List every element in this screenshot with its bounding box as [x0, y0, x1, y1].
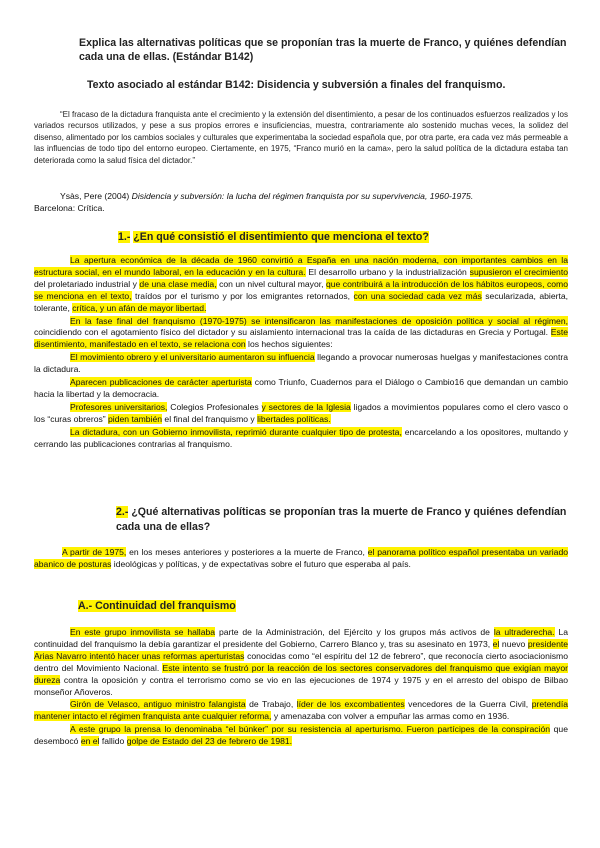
highlight: En la fase final del franquismo (1970-1975) se intensificaron las manifestaciones de oposición política y social al régimen,	[70, 315, 568, 326]
highlight: El movimiento obrero y el universitario aumentaron su influencia	[70, 352, 315, 363]
highlight: el panorama político español presentaba un variado abanico de posturas	[34, 547, 569, 569]
question-1-text: ¿En qué consistió el disentimiento que menciona el texto?	[133, 231, 429, 243]
highlight: Profesores universitarios,	[70, 401, 168, 412]
answer-2	[34, 547, 568, 571]
text-run: llegando a provocar numerosas huelgas y manifestaciones contra la dictadura.	[34, 352, 568, 375]
answer-1-paragraph	[34, 402, 568, 426]
highlight: crítica, y un afán de mayor libertad.	[72, 302, 207, 313]
quote-text: “El fracaso de la dictadura franquista ante el crecimiento y la extensión del disentimiento, a pesar de los continuados esfuerzos realizados y los variados recursos utilizados, y pese a sus propios errores e insuficiencias, muestra, contrariamente alo sostenido muchas veces, la solidez del disenso, alimentado por los cambios sociales y culturales que experimentaba la sociedad española que, por otra parte, era cada vez más permeable a las influencias de todo tipo del entorno europeo. Ciertamente, en 1975, “Franco murió en la cama», pero la salud política de la dictadura estaba tan deteriorada como la salud física del dictador.”	[34, 110, 568, 165]
highlight: Aparecen publicaciones de carácter aperturista	[70, 377, 252, 388]
highlight: que contribuirá a la introducción de los hábitos europeos, como se menciona en el texto,	[34, 278, 568, 301]
text-run: nuevo	[501, 638, 526, 649]
text-run: secularizada, abierta, tolerante,	[34, 290, 569, 313]
answer-1-paragraph	[34, 377, 568, 401]
highlight: supusieron el crecimiento	[469, 266, 569, 277]
answer-1	[34, 255, 568, 452]
highlight: presidente Arias Navarro intentó hacer unas reformas aperturistas	[34, 638, 569, 661]
text-run: traídos por el turismo y por los emigrantes retornados,	[135, 290, 351, 301]
question-2-number: 2.-	[116, 506, 129, 518]
text-run: en los meses anteriores y posteriores a la muerte de Franco,	[129, 547, 365, 557]
answer-1-paragraph	[34, 352, 568, 376]
answer-1-paragraph	[34, 427, 568, 451]
text-run: del proletariado industrial y	[34, 278, 137, 289]
highlight: piden también	[108, 413, 163, 424]
text-run: los hechos siguientes:	[248, 339, 333, 350]
text-run: como Triunfo, Cuadernos para el Diálogo o Cambio16 que demandan un cambio hacia la libertad y la democracia.	[34, 377, 568, 399]
text-run: vencedores de la Guerra Civil,	[408, 699, 529, 710]
section-a-body	[34, 627, 568, 749]
question-2-text: ¿Qué alternativas políticas se proponían tras la muerte de Franco y quiénes defendían cada una de ellas?	[116, 506, 567, 533]
section-a-title: A.- Continuidad del franquismo	[78, 600, 236, 612]
section-a-paragraph	[34, 699, 568, 723]
citation-author: Ysàs, Pere (2004)	[60, 191, 130, 201]
highlight: y sectores de la Iglesia	[261, 401, 351, 412]
text-run: La continuidad del franquismo la debía garantizar el presidente del Gobierno, Carrero Blanco y, tras su asesinato en 1973,	[34, 627, 569, 649]
highlight: en el	[80, 736, 100, 747]
highlight: Girón de Velasco, antiguo ministro falangista	[70, 699, 246, 710]
highlight: La dictadura, con un Gobierno inmovilista, reprimió durante cualquier tipo de protesta,	[70, 426, 402, 437]
highlight: el	[492, 638, 500, 649]
exercise-title: Explica las alternativas políticas que se proponían tras la muerte de Franco, y quiénes defendían cada una de ellas. (Estándar B142)	[79, 37, 567, 63]
highlight: A partir de 1975,	[62, 547, 127, 557]
text-run: ligados a movimientos populares como el clero vasco o los “curas obreros”	[34, 401, 569, 424]
question-1-number: 1.-	[118, 231, 131, 243]
highlight: líder de los excombatientes	[296, 699, 405, 710]
text-run: Colegios Profesionales	[170, 401, 259, 412]
answer-2-paragraph	[34, 547, 568, 571]
highlight: A este grupo la prensa lo denominaba “el búnker” por su resistencia al aperturismo. Fueron partícipes de la conspiración	[70, 724, 551, 735]
text-run: ideológicas y políticas, y de expectativas sobre el futuro que esperaba al país.	[113, 558, 411, 569]
highlight: Este disentimiento, manifestado en el texto, se relaciona con	[34, 327, 568, 350]
highlight: pretendía mantener intacto el régimen franquista ante cualquier reforma,	[34, 699, 569, 722]
text-run: fallido	[101, 736, 125, 747]
highlight: de una clase media,	[139, 278, 217, 289]
text-run: y amenazaba con volver a empuñar las armas como en 1936.	[273, 711, 510, 722]
answer-1-paragraph	[34, 316, 568, 352]
text-run: parte de la Administración, del Ejército y los grupos más activos de	[218, 627, 490, 637]
text-run: con un nivel cultural mayor,	[219, 278, 324, 289]
question-1-heading	[118, 231, 429, 243]
highlight: con una sociedad cada vez más	[353, 290, 482, 301]
citation	[34, 191, 568, 214]
section-a-heading	[78, 600, 236, 612]
quote-block	[34, 109, 568, 166]
text-subtitle: Texto asociado al estándar B142: Disidencia y subversión a finales del franquismo.	[87, 79, 506, 91]
citation-publisher: Barcelona: Crítica.	[34, 202, 105, 213]
highlight: En este grupo inmovilista se hallaba	[70, 627, 216, 637]
text-run: contra la oposición y contra el terrorismo como se vio en las ejecuciones de 1974 y 1975 y en el arresto del obispo de Bilbao monseñor Añoveros.	[34, 674, 568, 697]
citation-book: Disidencia y subversión: la lucha del régimen franquista por su supervivencia, 1960-1975.	[131, 191, 474, 201]
section-a-paragraph	[34, 724, 568, 748]
highlight: Este intento se frustró por la reacción de los sectores conservadores del franquismo que exigían mayor dureza	[34, 662, 568, 685]
text-run: de Trabajo,	[249, 699, 294, 710]
text-run: encarcelando a los opositores, multando y cerrando las publicaciones contrarias al franquismo.	[34, 426, 569, 449]
text-run: el final del franquismo y	[164, 413, 255, 424]
text-run: coincidiendo con el agotamiento físico del dictador y su aislamiento internacional tras la caída de las dictaduras en Grecia y Portugal.	[34, 327, 549, 338]
highlight: libertades políticas.	[257, 413, 331, 424]
highlight: La apertura económica de la década de 1960 convirtió a España en una nación moderna, con importantes cambios en la estructura social, en el mundo laboral, en la educación y en la cultura.	[34, 255, 568, 277]
highlight: la ultraderecha.	[493, 627, 555, 637]
text-run: que desembocó	[34, 724, 568, 747]
question-2-heading	[116, 505, 568, 535]
text-run: conocidas como “el espíritu del 12 de febrero”, que reconocía cierto asociacionismo dentro del Movimiento Nacional.	[34, 650, 568, 673]
section-a-paragraph	[34, 627, 568, 698]
answer-1-paragraph	[34, 255, 568, 315]
text-run: El desarrollo urbano y la industrialización	[308, 266, 467, 277]
highlight: golpe de Estado del 23 de febrero de 1981.	[126, 736, 293, 747]
